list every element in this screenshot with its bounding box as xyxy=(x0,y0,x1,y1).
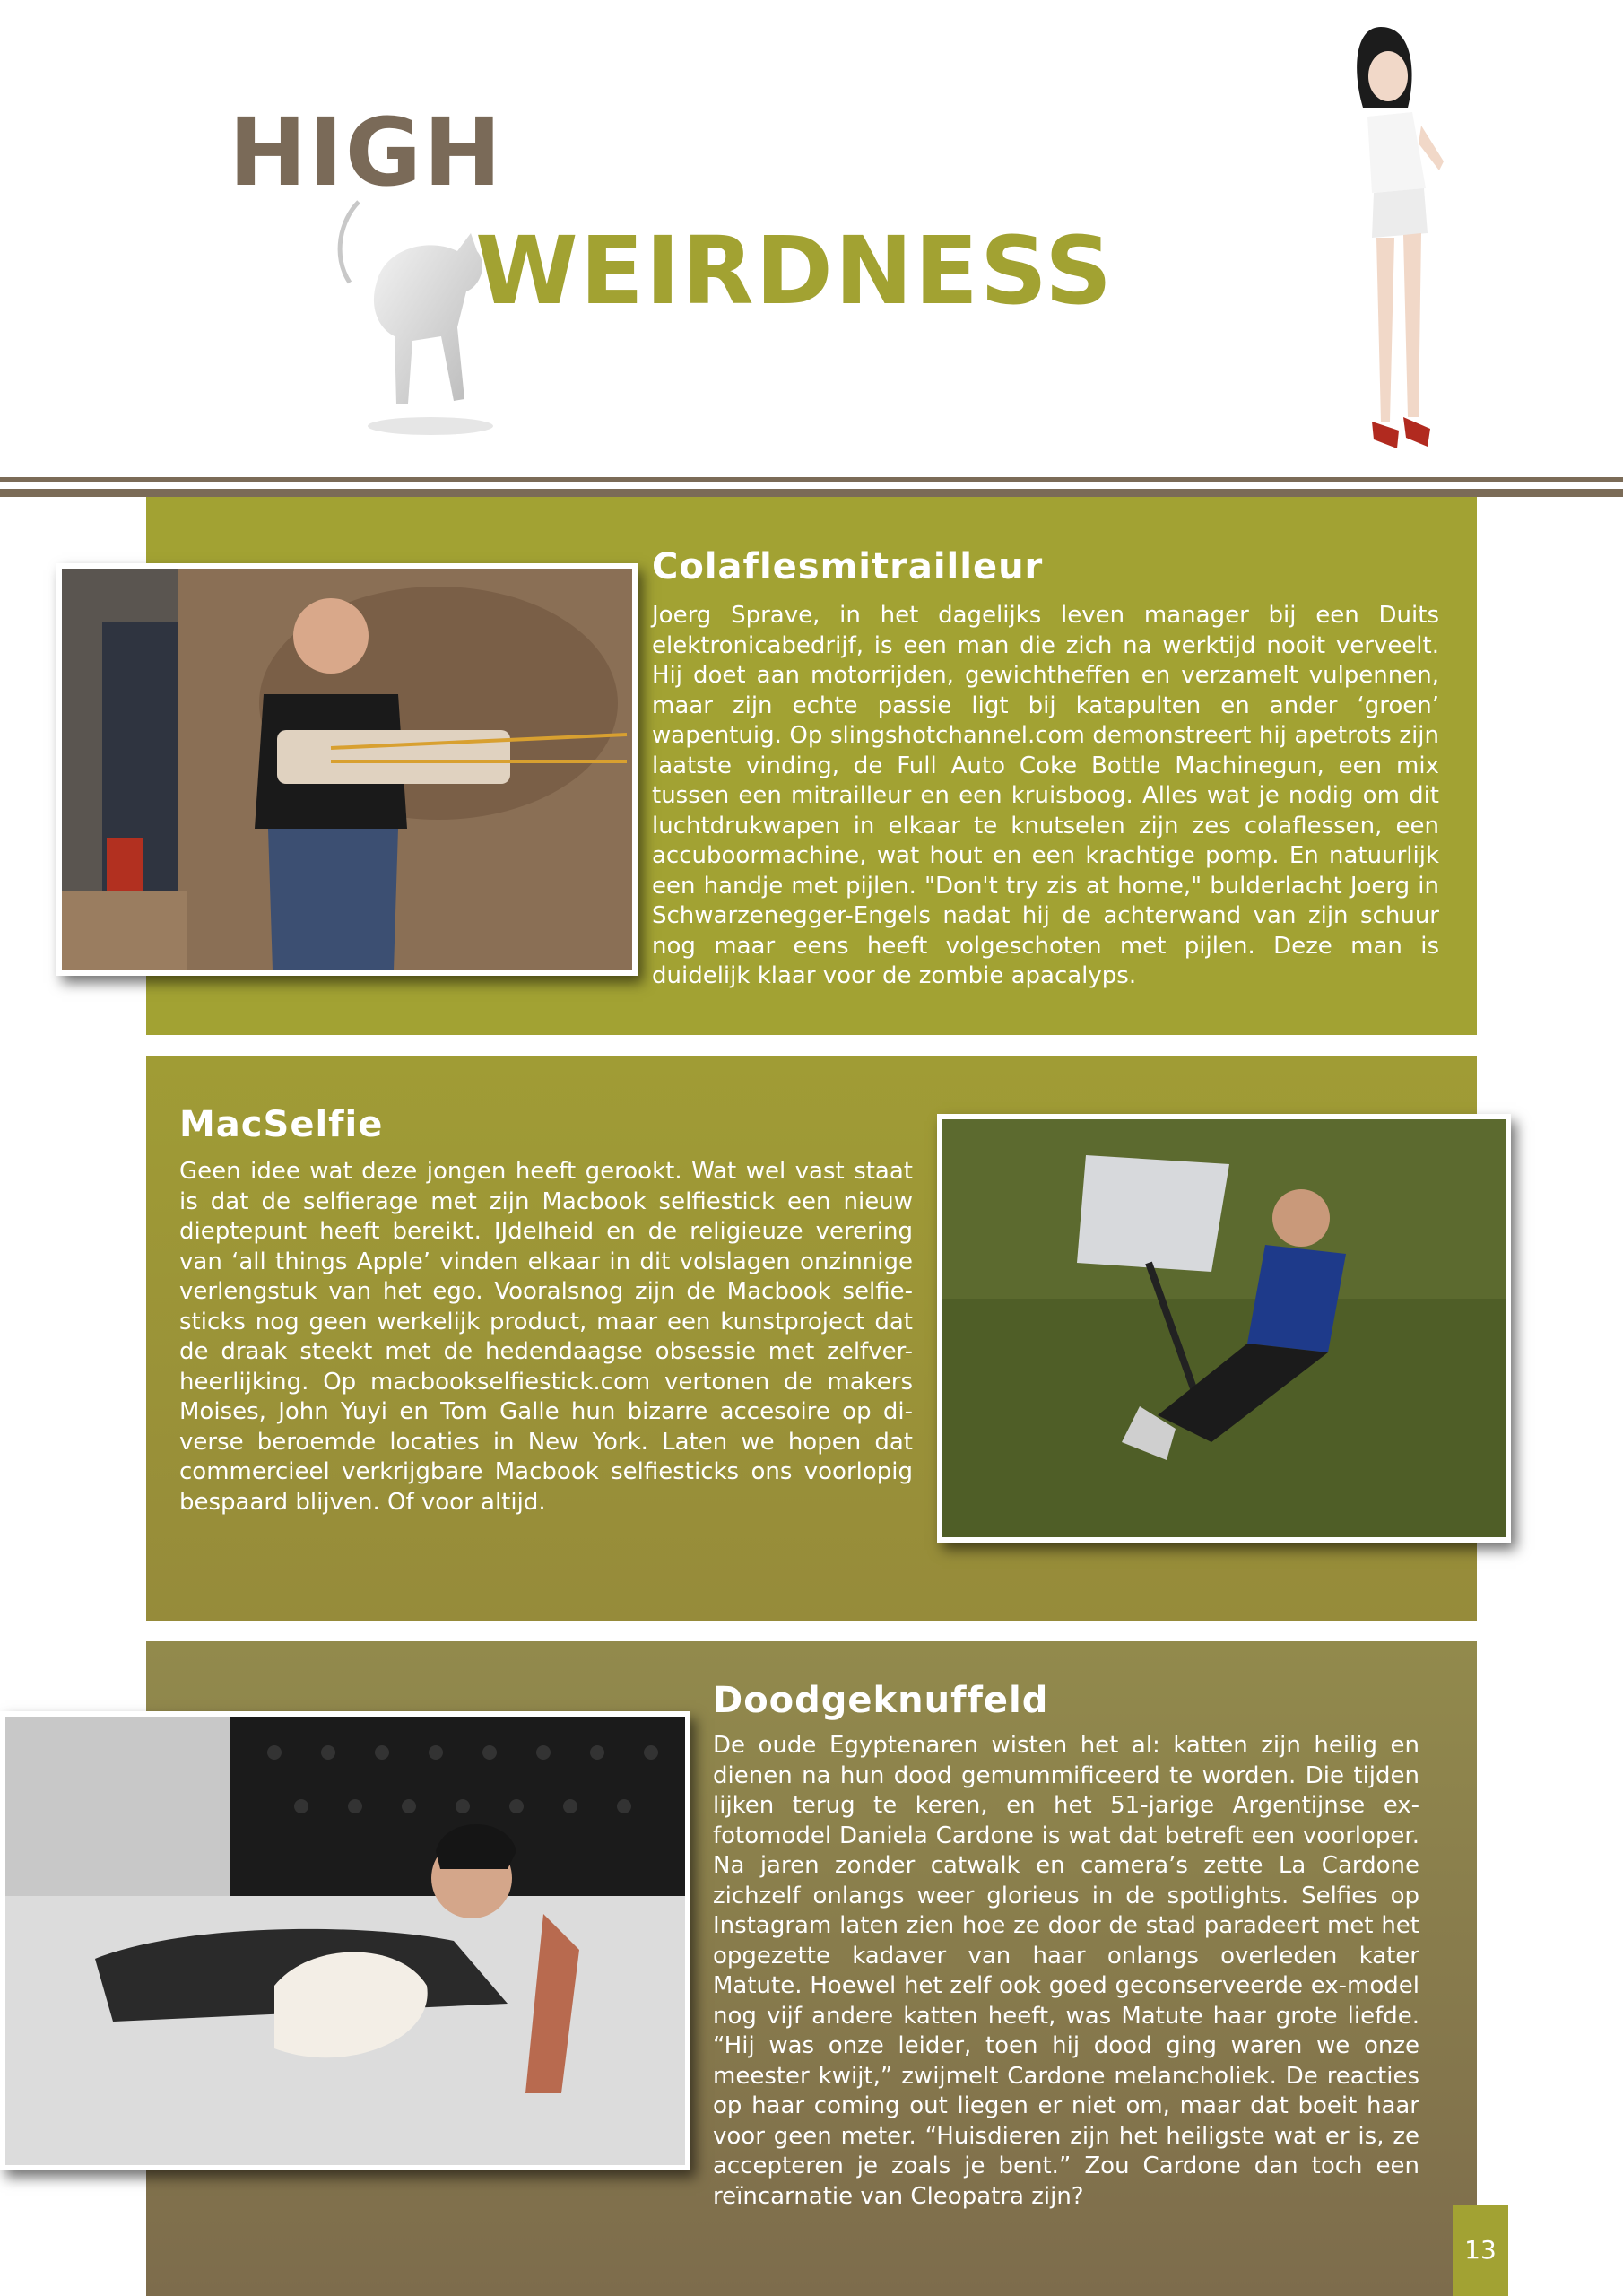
article-body: De oude Egyptenaren wisten het al: katten zijn heilig en dienen na hun dood gemummificeerd te worden. Die tijden lijken terug te keren, en het 51-jarige Argentijnse ex-fotomodel Daniela Cardone is wat dat betreft een voorloper. Na jaren zonder catwalk en camera’s zette La Cardone zichzelf onlangs weer glorieus in de spotlights. Selfies op Instagram laten zien hoe ze door de stad paradeert met het opgezette kadaver van haar onlangs overleden kater Matute. Hoewel het zelf ook goed geconserveerde ex-model nog vijf andere katten heeft, was Matute haar grote liefde. “Hij was onze leider, toen hij dood ging waren we onze meester kwijt,” zwijmelt Cardone melancholiek. De reacties op haar coming out liegen er niet om, maar dat boeit haar voor geen meter. “Huisdieren zijn het heiligste wat er is, ze accepteren je zoals je bent.” Zou Cardone dan toch een reïncarnatie van Cleopatra zijn? xyxy=(713,1732,1419,2210)
section-divider xyxy=(146,1621,1477,1626)
title-high: HIGH xyxy=(229,98,504,207)
title-weirdness: WEIRDNESS xyxy=(475,216,1115,326)
header-rule xyxy=(0,489,1623,497)
photo-macbook-selfiestick xyxy=(937,1114,1511,1543)
section-divider xyxy=(146,1631,1477,1637)
page-number: 13 xyxy=(1453,2205,1508,2296)
article-heading: Colaflesmitrailleur xyxy=(652,546,1044,587)
section-divider xyxy=(146,1035,1477,1040)
article-heading: MacSelfie xyxy=(179,1104,384,1145)
article-body: Geen idee wat deze jongen heeft gerookt. Wat wel vast staat is dat de selfierage met zijn Macbook selfiestick een nieuw dieptepunt heeft bereikt. IJdelheid en de religieuze verering van ‘all things Apple’ vinden elkaar in dit volslagen onzinnige verlengstuk van het ego. Vooralsnog zijn de Macbook selfie- sticks nog geen werkelijk product, maar een kunstproject dat de draak steekt met de hedendaagse obsessie met zelfver- heerlijking. Op macbookselfiestick.com vertonen de makers Moises, John Yuyi en Tom Galle hun bizarre accesoire op di- verse beroemde locaties in New York. Laten we hopen dat commercieel verkrijgbare Macbook selfiesticks ons voorlopig bespaard blijven. Of voor altijd. xyxy=(179,1158,913,1516)
photo-joerg-sprave xyxy=(56,563,638,976)
article-heading: Doodgeknuffeld xyxy=(713,1680,1049,1721)
header-rule xyxy=(0,477,1623,482)
woman-figure-illustration xyxy=(1318,9,1480,475)
article-body: Joerg Sprave, in het dagelijks leven manager bij een Duits elektronicabedrijf, is een man die zich na werktijd nooit verveelt. Hij doet aan motorrijden, gewichtheffen en verzamelt vulpennen, maar zijn echte passie ligt bij katapulten en ander ‘groen’ wapentuig. Op slingshotchannel.com demonstreert hij apetrots zijn laatste vinding, de Full Auto Coke Bottle Machinegun, een mix tussen een mitrailleur en een kruisboog. Alles wat je nodig om dit luchtdrukwapen in elkaar te knutselen zijn zes colaflessen, een accuboormachine, wat hout en een krachtige pomp. En natuurlijk een handje met pijlen. "Don't try zis at home," bulderlacht Joerg in Schwarzenegger-Engels nadat hij de achterwand van zijn schuur nog maar eens heeft volgeschoten met pijlen. Deze man is duidelijk klaar voor de zombie apacalyps. xyxy=(652,602,1439,989)
section-divider xyxy=(146,1046,1477,1051)
photo-daniela-cardone xyxy=(0,1711,690,2170)
